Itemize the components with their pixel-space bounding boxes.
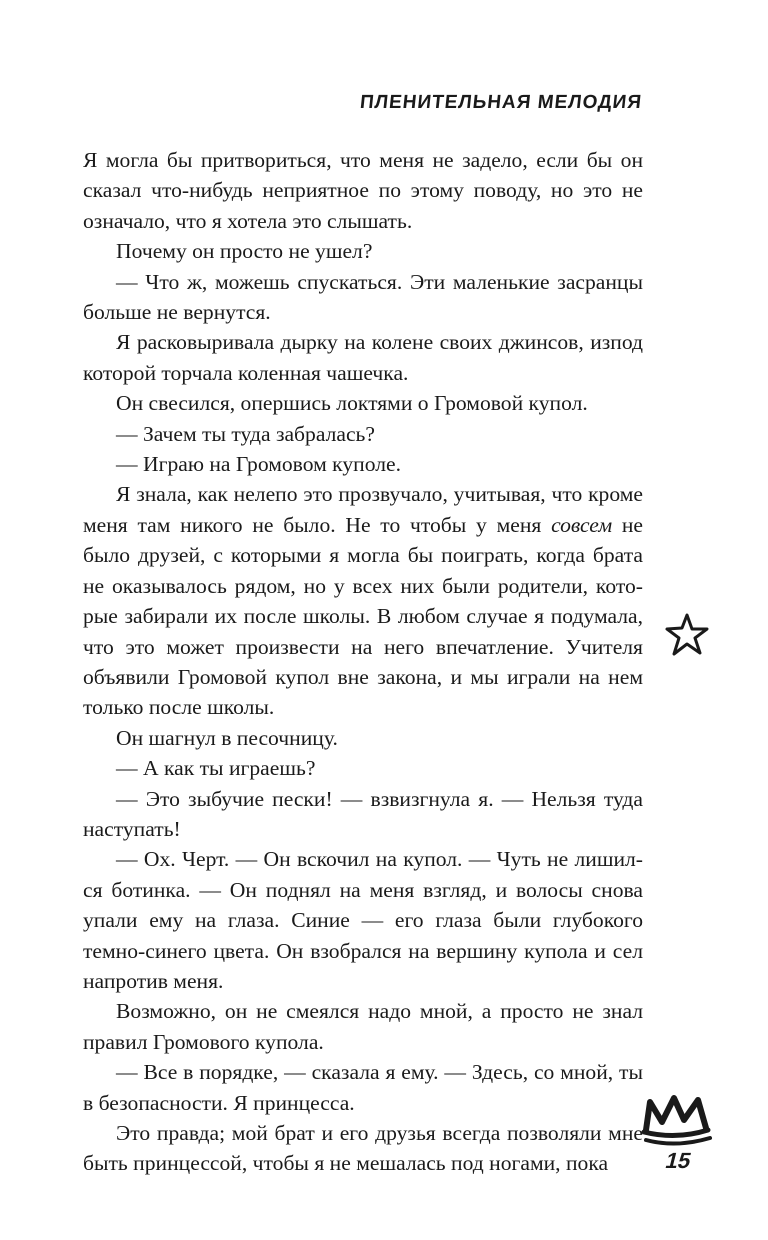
star-doodle-icon xyxy=(664,612,710,658)
paragraph: — Все в порядке, — сказала я ему. — Здесь, со мной, ты в безопасности. Я принцесса. xyxy=(83,1060,643,1115)
paragraph: Я расковыривала дырку на колене своих джинсов, изпод которой торчала коленная чашечка. xyxy=(83,330,643,385)
emphasis: совсем xyxy=(551,512,613,537)
paragraph: Возможно, он не смеялся надо мной, а просто не знал правил Громового купола. xyxy=(83,999,643,1054)
paragraph: — Ох. Черт. — Он вскочил на купол. — Чуть не лишился ботинка. — Он поднял на меня взгляд, и волосы снова упали ему на глаза. Синие — его глаза были глубокого темно-синего цвета. Он взобрался на вершину купола и сел напротив меня. xyxy=(83,847,643,993)
paragraph-part: Я знала, как нелепо это прозвучало, учитывая, что кроме меня там никого не было. Не то чтобы у меня xyxy=(83,482,643,537)
running-title: ПЛЕНИТЕЛЬНАЯ МЕЛОДИЯ xyxy=(359,92,644,113)
body-text xyxy=(83,145,643,1179)
paragraph: — Что ж, можешь спускаться. Эти маленькие засранцы больше не вернутся. xyxy=(83,269,643,325)
paragraph: — Играю на Громовом куполе. xyxy=(116,452,401,477)
paragraph: Он шагнул в песочницу. xyxy=(116,725,338,750)
page-number: 15 xyxy=(663,1148,694,1173)
paragraph: Почему он просто не ушел? xyxy=(116,239,373,264)
paragraph: — Зачем ты туда забралась? xyxy=(116,421,375,446)
paragraph-part: не было друзей, с которыми я могла бы поиграть, когда брата не оказывалось рядом, но у всех них были родители, которые забирали их после школы. В любом случае я подумала, что это может произвести на него впечатление. Учителя объявили Громовой купол вне закона, и мы играли на нем только после школы. xyxy=(83,512,644,720)
paragraph: Он свесился, опершись локтями о Громовой купол. xyxy=(116,391,588,416)
paragraph xyxy=(83,479,643,722)
crown-doodle-icon xyxy=(640,1092,714,1150)
paragraph: — Это зыбучие пески! — взвизгнула я. — Нельзя туда наступать! xyxy=(83,786,643,841)
paragraph: Это правда; мой брат и его друзья всегда позволяли мне быть принцессой, чтобы я не мешалась под ногами, пока xyxy=(83,1121,643,1176)
paragraph: Я могла бы притвориться, что меня не задело, если бы он сказал что-нибудь неприятное по этому поводу, но это не означало, что я хотела это слышать. xyxy=(83,148,643,233)
paragraph: — А как ты играешь? xyxy=(116,756,316,781)
